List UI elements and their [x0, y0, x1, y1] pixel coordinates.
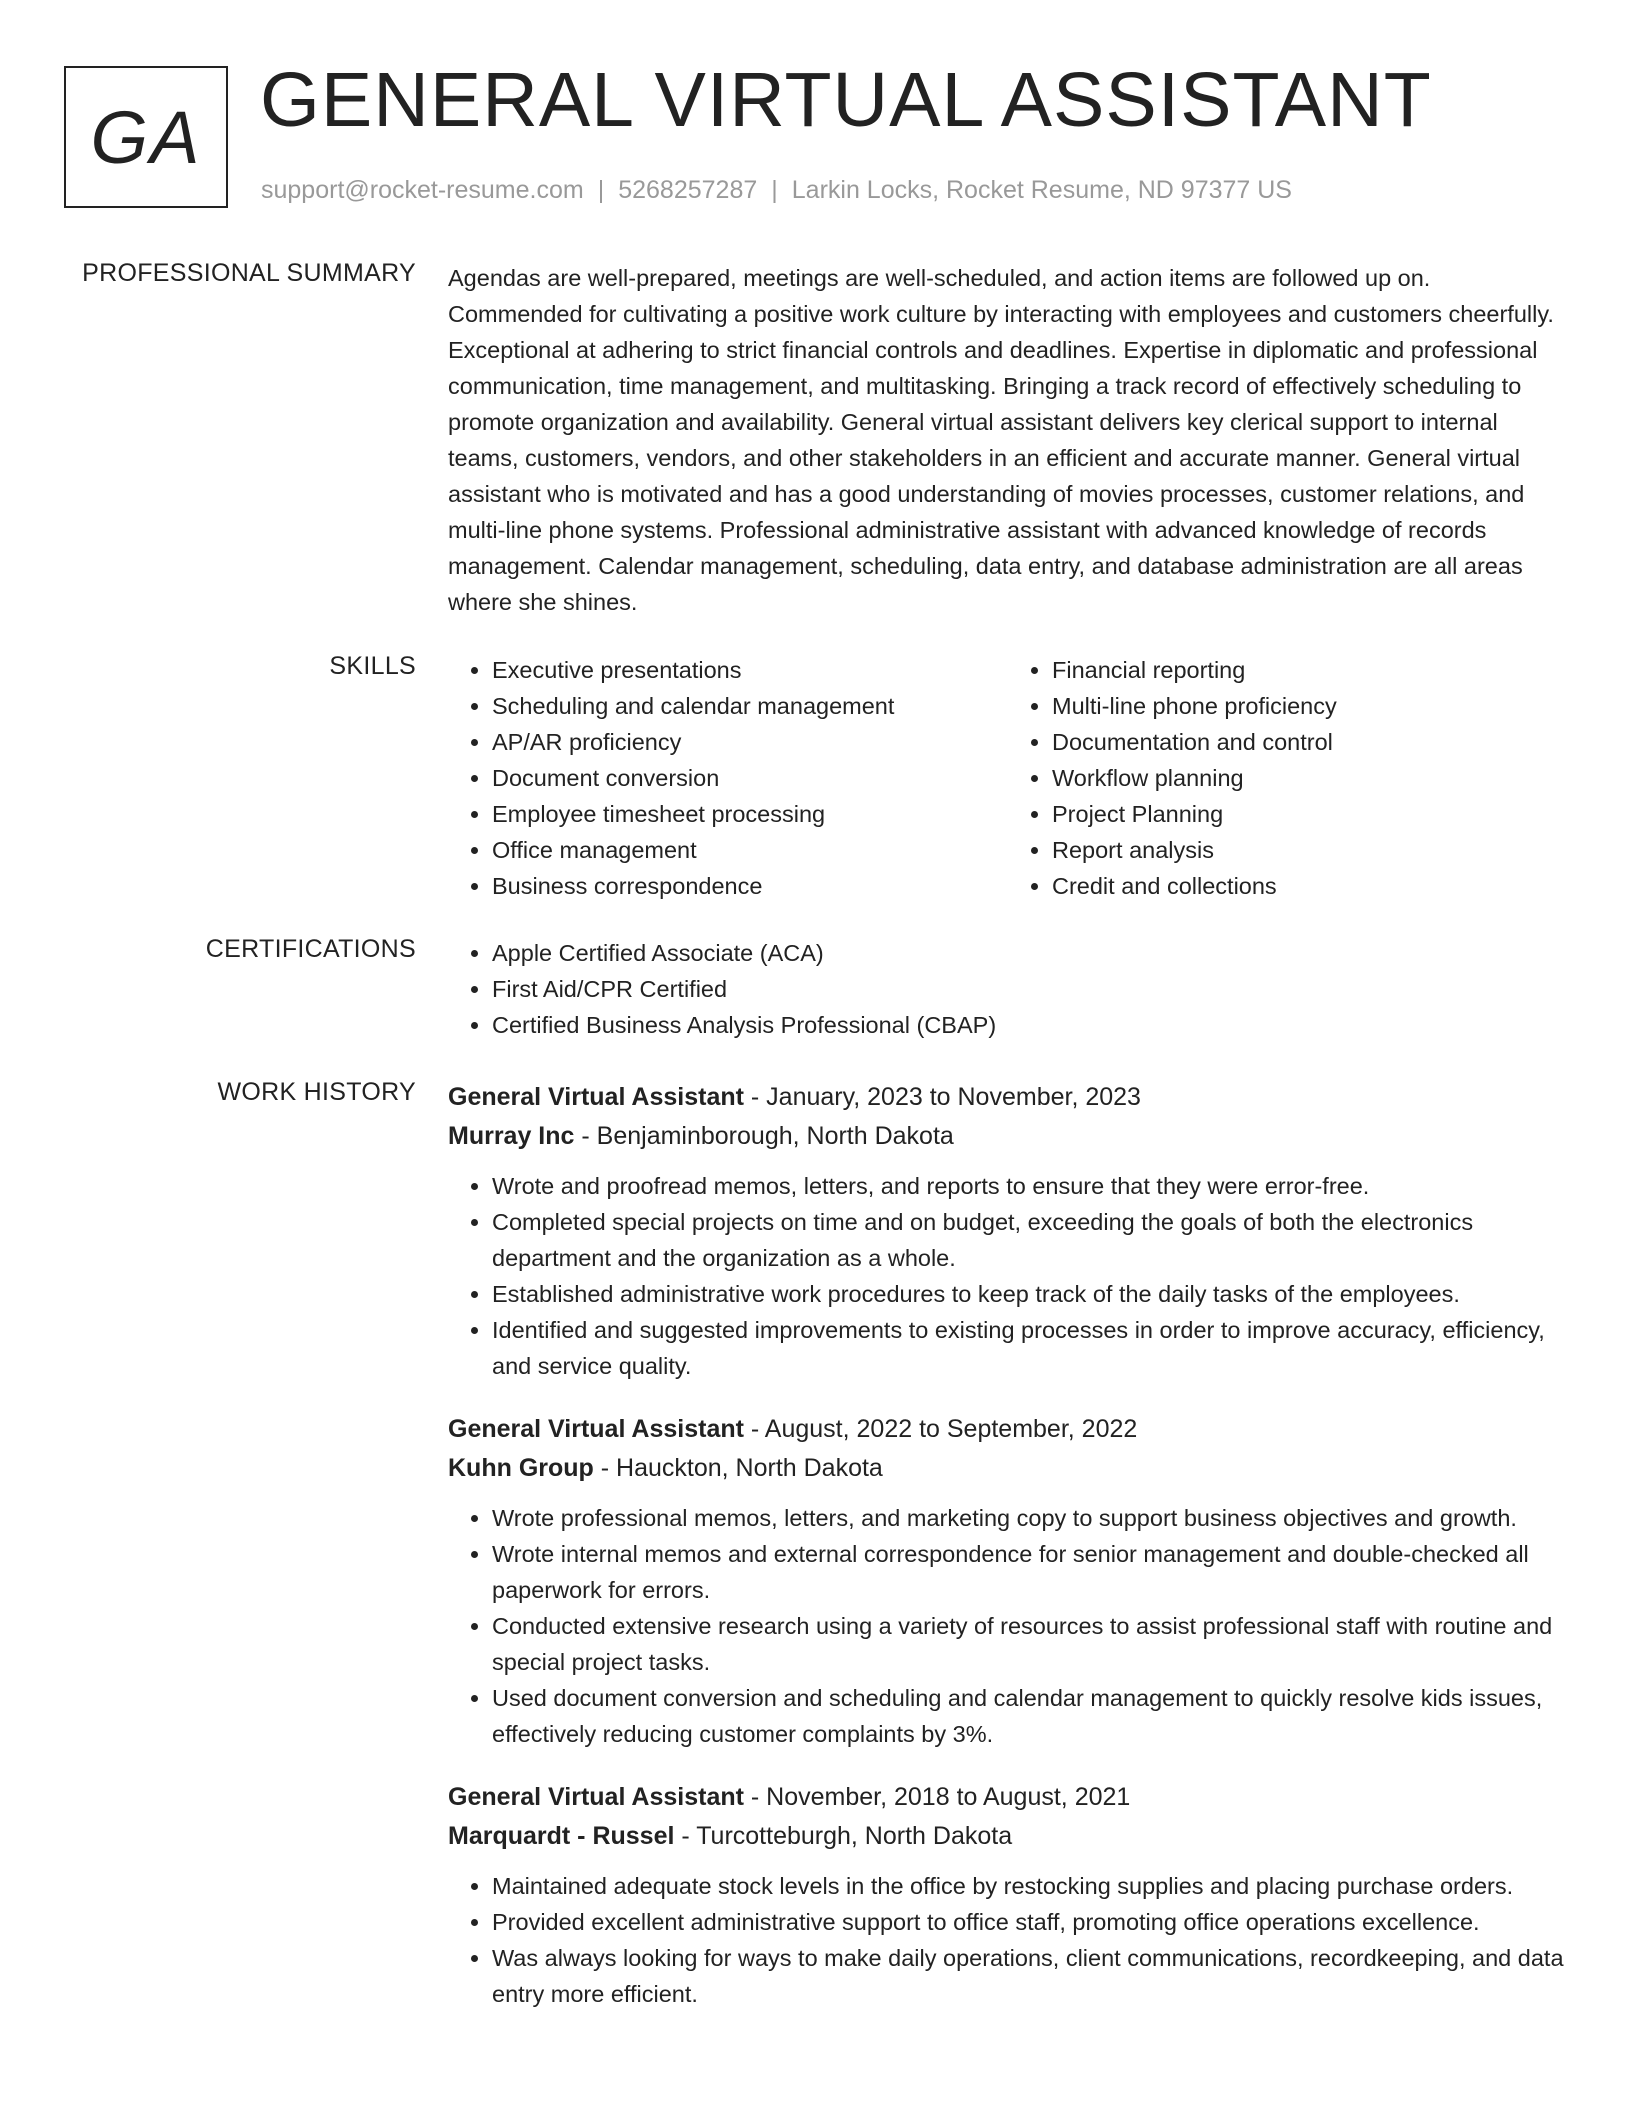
job-bullet: • Provided excellent administrative support to office staff, promoting office operations excellence. — [492, 1904, 1568, 1940]
job-company: Marquardt - Russel — [448, 1822, 675, 1850]
job-bullet: • Was always looking for ways to make daily operations, client communications, recordkeeping, and data entry more efficient. — [492, 1940, 1568, 2012]
skill-item: • Scheduling and calendar management — [492, 688, 1008, 724]
skill-item: • Documentation and control — [1052, 724, 1568, 760]
job-company-line — [448, 1816, 1568, 1856]
job-dates: - January, 2023 to November, 2023 — [743, 1083, 1141, 1111]
job-role: General Virtual Assistant — [448, 1783, 744, 1811]
job-entry — [448, 1410, 1568, 1752]
certifications-heading: CERTIFICATIONS — [205, 935, 416, 963]
skills-list-left — [448, 652, 1008, 904]
job-title-line — [448, 1778, 1568, 1816]
skill-item: • Business correspondence — [492, 868, 1008, 904]
job-entry — [448, 1778, 1568, 2012]
job-title-line — [448, 1410, 1568, 1448]
skill-item: • Employee timesheet processing — [492, 796, 1008, 832]
job-bullet: • Wrote professional memos, letters, and marketing copy to support business objectives and growth. — [492, 1500, 1568, 1536]
contact-separator: | — [771, 176, 778, 204]
contact-phone[interactable]: 5268257287 — [618, 176, 758, 204]
contact-email[interactable]: support@rocket-resume.com — [261, 176, 584, 204]
job-location: - Hauckton, North Dakota — [593, 1454, 883, 1482]
monogram-box — [64, 66, 228, 208]
skills-body — [448, 652, 1568, 904]
skills-heading: SKILLS — [329, 652, 416, 680]
job-bullets — [448, 1868, 1568, 2012]
skill-item: • AP/AR proficiency — [492, 724, 1008, 760]
job-dates: - November, 2018 to August, 2021 — [743, 1783, 1131, 1811]
job-role: General Virtual Assistant — [448, 1415, 744, 1443]
job-bullets — [448, 1500, 1568, 1752]
skill-item: • Credit and collections — [1052, 868, 1568, 904]
certification-item: • First Aid/CPR Certified — [492, 971, 1568, 1007]
job-company-line — [448, 1448, 1568, 1488]
contact-line — [261, 176, 1292, 205]
skill-item: • Financial reporting — [1052, 652, 1568, 688]
job-bullet: • Used document conversion and scheduling and calendar management to quickly resolve kids issues, effectively reducing customer complaints by 3%. — [492, 1680, 1568, 1752]
job-dates: - August, 2022 to September, 2022 — [743, 1415, 1138, 1443]
job-bullets — [448, 1168, 1568, 1384]
job-bullet: • Completed special projects on time and on budget, exceeding the goals of both the electronics department and the organization as a whole. — [492, 1204, 1568, 1276]
summary-heading: PROFESSIONAL SUMMARY — [82, 259, 416, 287]
job-bullet: • Wrote internal memos and external correspondence for senior management and double-checked all paperwork for errors. — [492, 1536, 1568, 1608]
job-entry — [448, 1078, 1568, 1384]
job-bullet: • Conducted extensive research using a variety of resources to assist professional staff with routine and special project tasks. — [492, 1608, 1568, 1680]
certifications-list — [448, 935, 1568, 1043]
skill-item: • Document conversion — [492, 760, 1008, 796]
job-role: General Virtual Assistant — [448, 1083, 744, 1111]
work-history-body — [448, 1078, 1568, 2038]
monogram-initials: GA — [90, 95, 202, 179]
candidate-name: GENERAL VIRTUAL ASSISTANT — [260, 57, 1432, 143]
job-location: - Turcotteburgh, North Dakota — [674, 1822, 1013, 1850]
skill-item: • Executive presentations — [492, 652, 1008, 688]
job-location: - Benjaminborough, North Dakota — [574, 1122, 954, 1150]
job-company: Kuhn Group — [448, 1454, 594, 1482]
skill-item: • Office management — [492, 832, 1008, 868]
skill-item: • Workflow planning — [1052, 760, 1568, 796]
certifications-body — [448, 935, 1568, 1043]
job-title-line — [448, 1078, 1568, 1116]
certification-item: • Certified Business Analysis Professional (CBAP) — [492, 1007, 1568, 1043]
contact-address: Larkin Locks, Rocket Resume, ND 97377 US — [791, 176, 1292, 204]
contact-separator: | — [597, 176, 605, 204]
skills-list-right — [1008, 652, 1568, 904]
job-bullet: • Identified and suggested improvements to existing processes in order to improve accuracy, efficiency, and service quality. — [492, 1312, 1568, 1384]
job-bullet: • Maintained adequate stock levels in the office by restocking supplies and placing purchase orders. — [492, 1868, 1568, 1904]
skill-item: • Multi-line phone proficiency — [1052, 688, 1568, 724]
skill-item: • Report analysis — [1052, 832, 1568, 868]
job-bullet: • Wrote and proofread memos, letters, and reports to ensure that they were error-free. — [492, 1168, 1568, 1204]
work-heading: WORK HISTORY — [217, 1078, 416, 1106]
job-company: Murray Inc — [448, 1122, 575, 1150]
summary-text: Agendas are well-prepared, meetings are well-scheduled, and action items are followed up on. Commended for cultivating a positive work culture by interacting with employees and customers cheerfully. Exceptional at adhering to strict financial controls and deadlines. Expertise in diplomatic and professional communication, time management, and multitasking. Bringing a track record of effectively scheduling to promote organization and availability. General virtual assistant delivers key clerical support to internal teams, customers, vendors, and other stakeholders in an efficient and accurate manner. General virtual assistant who is motivated and has a good understanding of movies processes, customer relations, and multi-line phone systems. Professional administrative assistant with advanced knowledge of records management. Calendar management, scheduling, data entry, and database administration are all areas where she shines. — [448, 265, 1554, 615]
job-company-line — [448, 1116, 1568, 1156]
job-bullet: • Established administrative work procedures to keep track of the daily tasks of the employees. — [492, 1276, 1568, 1312]
skill-item: • Project Planning — [1052, 796, 1568, 832]
certification-item: • Apple Certified Associate (ACA) — [492, 935, 1568, 971]
